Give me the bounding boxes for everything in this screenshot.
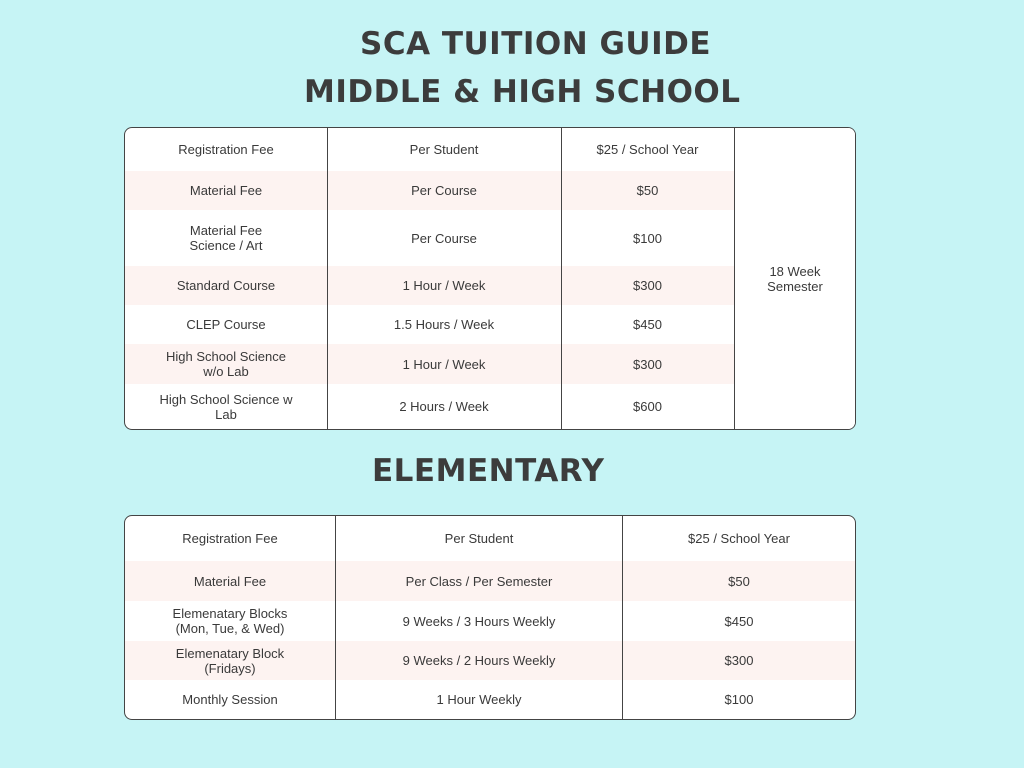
cell-unit: 9 Weeks / 3 Hours Weekly (402, 613, 556, 629)
cell-item: Elemenatary Blocks (Mon, Tue, & Wed) (172, 606, 288, 636)
cell-item: Monthly Session (182, 692, 278, 707)
table-row (125, 601, 855, 641)
cell-item: CLEP Course (186, 317, 266, 332)
cell-price: $50 (728, 573, 750, 589)
cell-item: Material Fee Science / Art (189, 223, 263, 253)
column-divider (734, 128, 735, 429)
cell-unit: Per Course (411, 183, 477, 198)
cell-unit: 1.5 Hours / Week (393, 317, 495, 332)
cell-price: $450 (633, 317, 662, 332)
cell-item: Elemenatary Block (Fridays) (175, 645, 285, 676)
cell-unit: 9 Weeks / 2 Hours Weekly (402, 653, 556, 668)
cell-item: High School Science w/o Lab (166, 349, 286, 379)
cell-price: $600 (633, 399, 662, 414)
page-title: SCA TUITION GUIDE (360, 26, 712, 62)
cell-price: $450 (724, 613, 754, 629)
cell-unit: Per Class / Per Semester (405, 573, 553, 589)
cell-unit: 2 Hours / Week (399, 399, 489, 414)
column-divider (622, 516, 623, 719)
table-row (125, 516, 855, 561)
cell-price: $300 (633, 278, 662, 293)
cell-unit: 1 Hour Weekly (436, 692, 522, 707)
semester-duration-cell: 18 Week Semester (735, 128, 855, 429)
section-title-middle-high: MIDDLE & HIGH SCHOOL (304, 74, 741, 110)
cell-item: Registration Fee (182, 531, 278, 546)
cell-price: $25 / School Year (688, 531, 790, 546)
column-divider (335, 516, 336, 719)
cell-item: Material Fee (193, 573, 267, 589)
cell-item: Standard Course (176, 278, 276, 293)
cell-unit: 1 Hour / Week (402, 278, 486, 293)
cell-unit: Per Course (411, 230, 477, 246)
column-divider (561, 128, 562, 429)
middle-high-tuition-table (124, 127, 856, 430)
cell-price: $100 (633, 230, 662, 246)
section-title-elementary: ELEMENTARY (372, 453, 605, 489)
cell-unit: Per Student (409, 142, 479, 157)
cell-price: $300 (633, 356, 662, 372)
cell-unit: Per Student (444, 531, 514, 546)
cell-item: Registration Fee (178, 142, 274, 157)
cell-price: $25 / School Year (596, 142, 699, 157)
cell-unit: 1 Hour / Week (402, 356, 486, 372)
table-row (125, 561, 855, 601)
cell-price: $100 (724, 692, 754, 707)
table-row (125, 680, 855, 719)
cell-item: Material Fee (189, 183, 263, 198)
cell-price: $300 (724, 653, 754, 668)
cell-item: High School Science w Lab (159, 391, 293, 422)
cell-price: $50 (636, 183, 659, 198)
elementary-tuition-table (124, 515, 856, 720)
column-divider (327, 128, 328, 429)
table-row (125, 641, 855, 680)
